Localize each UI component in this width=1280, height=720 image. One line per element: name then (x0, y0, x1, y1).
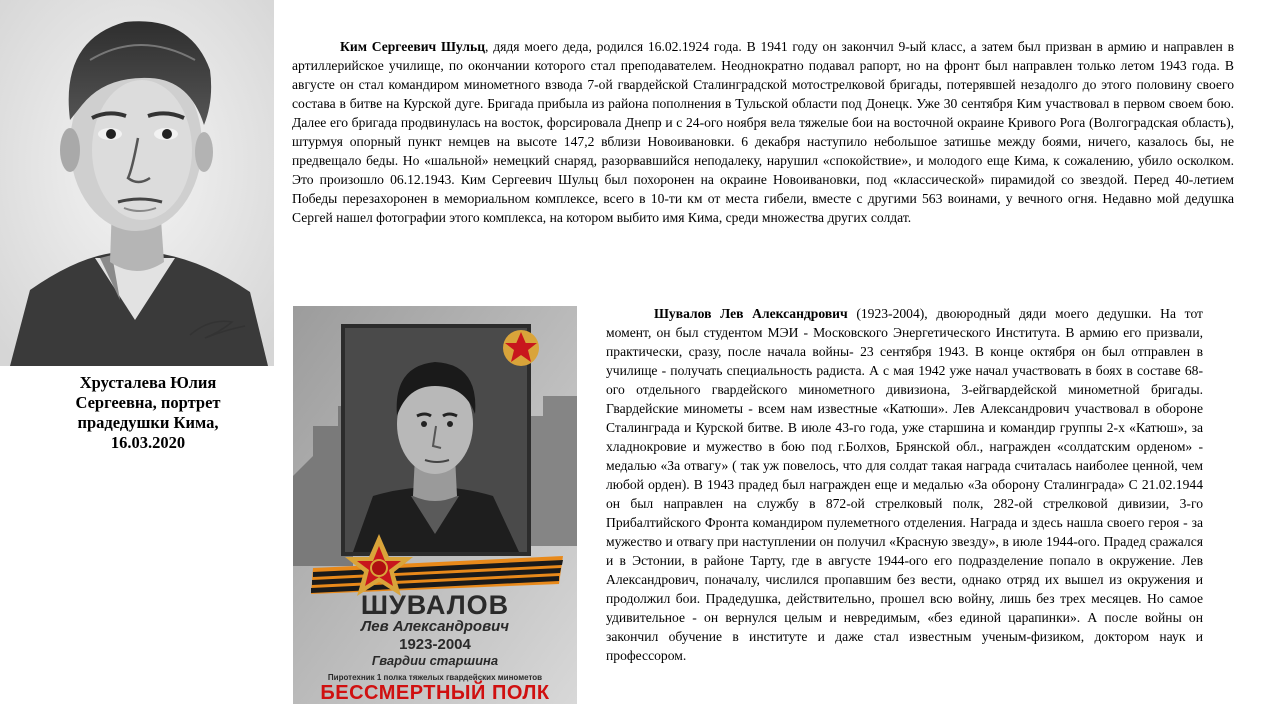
immortal-regiment-poster (293, 306, 577, 704)
shuvalov-biography-paragraph (606, 304, 1203, 665)
kim-portrait-sketch (0, 0, 274, 366)
poster-surname: ШУВАЛОВ (360, 590, 510, 620)
caption-line: 16.03.2020 (110, 433, 186, 452)
caption-line: Хрусталева Юлия (79, 373, 217, 392)
poster-years: 1923-2004 (399, 636, 471, 653)
kim-name: Ким Сергеевич Шульц (340, 39, 486, 54)
portrait-caption (28, 373, 268, 453)
shuvalov-name: Шувалов Лев Александрович (654, 306, 848, 321)
shuvalov-biography-text: (1923-2004), двоюродный дяди моего дедушки. На тот момент, он был студентом МЭИ - Московского Энергетического Института. В армию его призвали, практически, сразу, после начала войны- 23 сентября 1943. В конце октября он был отправлен в училище - получать специальность радиста. А с мая 1942 уже начал участвовать в боях в составе 68-ого отдельного гвардейского минометного дивизиона, 3-ейгвардейской минометной бригады. Гвардейские минометы - всем нам известные «Катюши». Лев Александрович участвовал в обороне Сталинграда и Курской битве. В июле 43-го года, уже старшина и командир группы 2-х «Катюш», за хладнокровие и мужество в бою под г.Болхов, Брянской обл., награжден «солдатским орденом» - медалью «За отвагу» ( так уж повелось, что для солдат такая награда считалась наиболее ценной, чем любой орден). В 1943 прадед был награжден еще и медалью «За оборону Сталинграда» С 21.02.1944 он был направлен на службу в 872-ой стрелковый полк, 282-ой стрелковой дивизии, 3-го Прибалтийского Фронта командиром пулеметного отделения. Награда и здесь нашла своего героя - за мужество и отвагу при наступлении он получил «Красную звезду», в июле 1944-ого. Прадед сражался и в Эстонии, в районе Тарту, где в августе 1944-ого его подразделение попало в окружение. Лев Александрович, поначалу, числился пропавшим без вести, однако отряд их вышел из окружения и продолжил бои. Прадедушка, действительно, прошел всю войну, лишь без трех месяцев. Но самое удивительное - он вернулся целым и невредимым, «без единой царапинки». А после войны он закончил обучение в институте и даже стал известным ученым-физиком, доктором наук и профессором. (606, 306, 1204, 663)
poster-rank: Гвардии старшина (371, 653, 499, 668)
poster-given-names: Лев Александрович (360, 618, 510, 635)
kim-biography-paragraph (292, 37, 1234, 227)
kim-biography-text: , дядя моего деда, родился 16.02.1924 года. В 1941 году он закончил 9-ый класс, а затем был призван в армию и направлен в артиллерийское училище, по окончании которого стал преподавателем. Неоднократно подавал рапорт, но на фронт был направлен только летом 1943 года. В августе он стал командиром минометного взвода 7-ой гвардейской Сталинградской мотострелковой бригады, потерявшей незадолго до этого половину своего состава в битве на Курской дуге. Бригада прибыла из района пополнения в Тульской области под Донецк. Уже 30 сентября Ким участвовал в первом своем бою. Далее его бригада продвинулась на восток, форсировала Днепр и с 24-ого ноября вела тяжелые бои на восточной окраине Кривого Рога (Волгоградская область), штурмуя опорный пункт немцев на высоте 147,2 вблизи Новоивановки. 6 декабря наступило небольшое затишье между боями, ничего, казалось бы, не предвещало беды. Но «шальной» немецкий снаряд, разорвавшийся неподалеку, нарушил «спокойствие», и молодого еще Кима, к сожалению, убило осколком. Это произошло 06.12.1943. Ким Сергеевич Шульц был похоронен на окраине Новоивановки, под «классической» пирамидой со звездой. Перед 40-летием Победы перезахоронен в мемориальном комплексе, всего в 10-ти км от места гибели, вместе с другими 563 воинами, у вечного огня. Недавно мой дедушка Сергей нашел фотографии этого комплекса, на котором выбито имя Кима, среди множества других солдат. (292, 39, 1234, 225)
poster-unit: Пиротехник 1 полка тяжелых гвардейских минометов (327, 673, 543, 682)
red-star-badge-icon (503, 330, 539, 366)
caption-line: Сергеевна, портрет (75, 393, 221, 412)
poster-regiment-title: БЕССМЕРТНЫЙ ПОЛК (320, 682, 550, 704)
caption-line: прадедушки Кима, (77, 413, 219, 432)
